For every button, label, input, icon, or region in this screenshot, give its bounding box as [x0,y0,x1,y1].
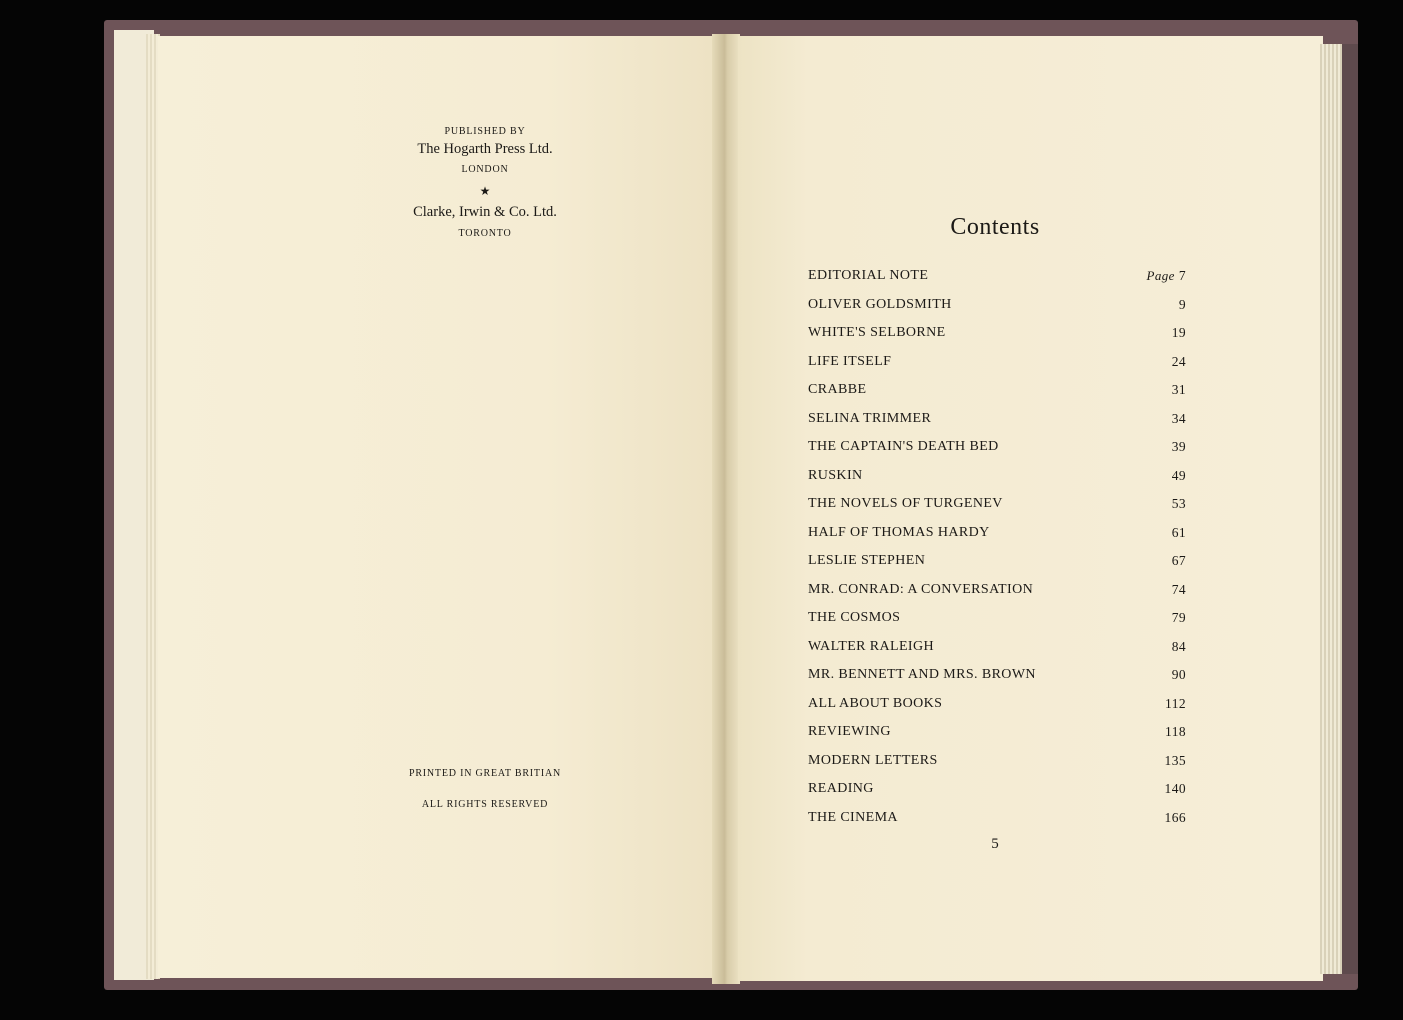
published-by-label: PUBLISHED BY [444,126,526,137]
toc-entry [808,690,1188,719]
toc-entry [808,718,1188,747]
toc-entry-page: 19 [1171,325,1186,340]
toc-entry-page: 61 [1171,524,1186,540]
toc-entry [808,604,1188,633]
toc-entry-page: 140 [1164,781,1186,796]
toc-entry-page: 79 [1171,610,1186,625]
toc-entry-page: 7 [1178,268,1186,283]
toc-entry [808,661,1188,690]
toc-entry [808,747,1188,776]
toc-entry-title: THE NOVELS OF TURGENEV [808,496,1003,511]
toc-entry [808,405,1188,434]
cover-right-edge [1342,44,1358,974]
toc-entry-title: MODERN LETTERS [808,752,938,768]
toc-entry [808,262,1188,291]
toc-entry [808,291,1188,320]
toc-entry [808,576,1188,605]
toc-entry-title: SELINA TRIMMER [808,410,932,426]
distributor-city: TORONTO [458,228,512,239]
toc-entry-title: CRABBE [808,382,867,397]
toc-entry-title: MR. CONRAD: A CONVERSATION [808,581,1034,597]
toc-entry-title: THE COSMOS [808,610,901,625]
toc-entry-page: 67 [1171,553,1186,568]
toc-entry-page: 34 [1171,410,1186,426]
toc-entry-title: LIFE ITSELF [808,353,892,369]
toc-entry-title: MR. BENNETT AND MRS. BROWN [808,667,1036,682]
toc-entry [808,462,1188,491]
book-gutter [712,34,740,984]
toc-entry-title: OLIVER GOLDSMITH [808,296,952,312]
toc-entry-page: 74 [1171,581,1186,597]
toc-entry [808,376,1188,405]
toc-entry [808,775,1188,804]
contents-list [808,262,1188,832]
toc-entry-title: HALF OF THOMAS HARDY [808,524,990,540]
toc-entry-page: 118 [1165,724,1186,739]
toc-entry-page: 39 [1171,439,1186,454]
toc-entry-page: 31 [1171,382,1186,397]
toc-entry-title: WHITE'S SELBORNE [808,325,946,340]
toc-entry-title: WALTER RALEIGH [808,638,935,654]
toc-entry-page: 112 [1165,695,1186,711]
toc-entry-page: 90 [1171,667,1186,682]
left-page [158,36,712,978]
separator-star: ★ [479,184,491,198]
toc-entry-title: THE CAPTAIN'S DEATH BED [808,439,999,454]
page-label: Page [1146,268,1175,283]
toc-entry [808,319,1188,348]
toc-entry-title: RUSKIN [808,467,863,483]
toc-entry [808,490,1188,519]
page-number: 5 [991,836,999,852]
toc-entry-page: 24 [1171,353,1186,369]
toc-entry [808,519,1188,548]
toc-entry-page: 135 [1164,752,1186,768]
toc-entry [808,433,1188,462]
distributor-name: Clarke, Irwin & Co. Ltd. [413,204,557,220]
publisher-name: The Hogarth Press Ltd. [417,141,553,157]
toc-entry-title: EDITORIAL NOTE [808,268,929,283]
toc-entry-page: 49 [1171,467,1186,483]
rights-note: ALL RIGHTS RESERVED [421,799,549,810]
toc-entry-title: READING [808,781,874,796]
toc-entry-page: 166 [1164,809,1186,825]
toc-entry [808,547,1188,576]
printed-in-note: PRINTED IN GREAT BRITIAN [408,768,562,779]
toc-entry-title: LESLIE STEPHEN [808,553,926,568]
toc-entry-title: REVIEWING [808,724,891,739]
toc-entry-page: 9 [1178,296,1186,312]
toc-entry-page: 53 [1171,496,1186,511]
toc-entry-title: ALL ABOUT BOOKS [808,695,943,711]
toc-entry-page: 84 [1171,638,1186,654]
toc-entry [808,633,1188,662]
toc-entry [808,804,1188,833]
contents-heading: Contents [950,214,1040,240]
toc-entry [808,348,1188,377]
right-page-stack [1320,44,1344,974]
toc-entry-title: THE CINEMA [808,809,898,825]
publisher-city: LONDON [461,164,509,175]
